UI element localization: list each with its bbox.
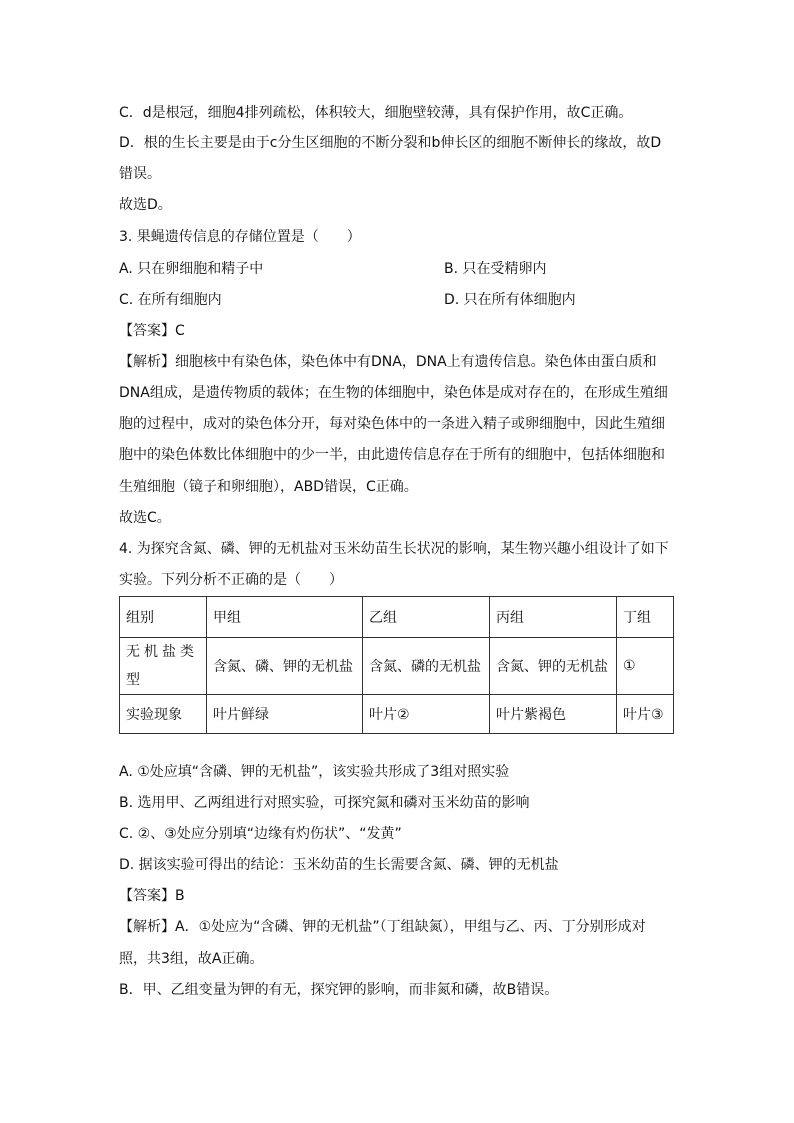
explanation-line: 【解析】细胞核中有染色体，染色体中有DNA，DNA上有遗传信息。染色体由蛋白质和: [119, 354, 657, 370]
table-cell: 含氮、磷、钾的无机盐: [207, 638, 363, 695]
option-d: D. 只在所有体细胞内: [444, 292, 576, 308]
text-line: C．d是根冠，细胞4排列疏松，体积较大，细胞壁较薄，具有保护作用，故C正确。: [119, 105, 633, 121]
table-cell: 无机盐类型: [120, 638, 207, 695]
explanation-line: 胞的过程中，成对的染色体分开，每对染色体中的一条进入精子或卵细胞中，因此生殖细: [119, 416, 665, 432]
table-cell: 叶片②: [363, 695, 490, 734]
text-line: 故选D。: [119, 197, 172, 213]
option-a: A. 只在卵细胞和精子中: [119, 261, 264, 277]
explanation-line: 照，共3组，故A正确。: [119, 951, 264, 967]
table-cell: 叶片鲜绿: [207, 695, 363, 734]
text-line: D．根的生长主要是由于c分生区细胞的不断分裂和b伸长区的细胞不断伸长的缘故，故D: [119, 135, 662, 151]
option-c: C. ②、③处应分别填“边缘有灼伤状”、“发黄”: [119, 826, 402, 842]
table-cell: ①: [617, 638, 674, 695]
question-3: 3. 果蝇遗传信息的存储位置是（ ）: [119, 229, 361, 245]
explanation-line: 生殖细胞（镜子和卵细胞），ABD错误，C正确。: [119, 479, 418, 495]
table-header-row: [120, 597, 674, 638]
explanation-line: B．甲、乙组变量为钾的有无，探究钾的影响，而非氮和磷，故B错误。: [119, 982, 559, 998]
answer-3: 【答案】C: [119, 323, 185, 339]
table-cell: 甲组: [207, 597, 363, 638]
explanation-line: 故选C。: [119, 510, 171, 526]
table-cell: 乙组: [363, 597, 490, 638]
experiment-table: [119, 596, 674, 734]
table-row: [120, 695, 674, 734]
table-cell: 含氮、钾的无机盐: [490, 638, 617, 695]
table-row: [120, 638, 674, 695]
text-line: 错误。: [119, 166, 161, 182]
explanation-line: 【解析】A．①处应为“含磷、钾的无机盐”（丁组缺氮），甲组与乙、丙、丁分别形成对: [119, 919, 646, 935]
option-a: A. ①处应填“含磷、钾的无机盐”，该实验共形成了3组对照实验: [119, 764, 510, 780]
table-cell: 叶片③: [617, 695, 674, 734]
table-cell: 组别: [120, 597, 207, 638]
option-d: D. 据该实验可得出的结论：玉米幼苗的生长需要含氮、磷、钾的无机盐: [119, 857, 559, 873]
option-b: B. 只在受精卵内: [444, 261, 547, 277]
option-b: B. 选用甲、乙两组进行对照实验，可探究氮和磷对玉米幼苗的影响: [119, 795, 530, 811]
table-cell: 实验现象: [120, 695, 207, 734]
table-cell: 丁组: [617, 597, 674, 638]
table-cell: 丙组: [490, 597, 617, 638]
question-4: 4. 为探究含氮、磷、钾的无机盐对玉米幼苗生长状况的影响，某生物兴趣小组设计了如下: [119, 541, 669, 557]
question-4-cont: 实验。下列分析不正确的是（ ）: [119, 572, 343, 588]
explanation-line: 胞中的染色体数比体细胞中的少一半，由此遗传信息存在于所有的细胞中，包括体细胞和: [119, 447, 665, 463]
option-c: C. 在所有细胞内: [119, 292, 222, 308]
table-cell: 叶片紫褐色: [490, 695, 617, 734]
explanation-line: DNA组成，是遗传物质的载体；在生物的体细胞中，染色体是成对存在的，在形成生殖细: [119, 385, 668, 401]
table-cell: 含氮、磷的无机盐: [363, 638, 490, 695]
answer-4: 【答案】B: [119, 888, 185, 904]
